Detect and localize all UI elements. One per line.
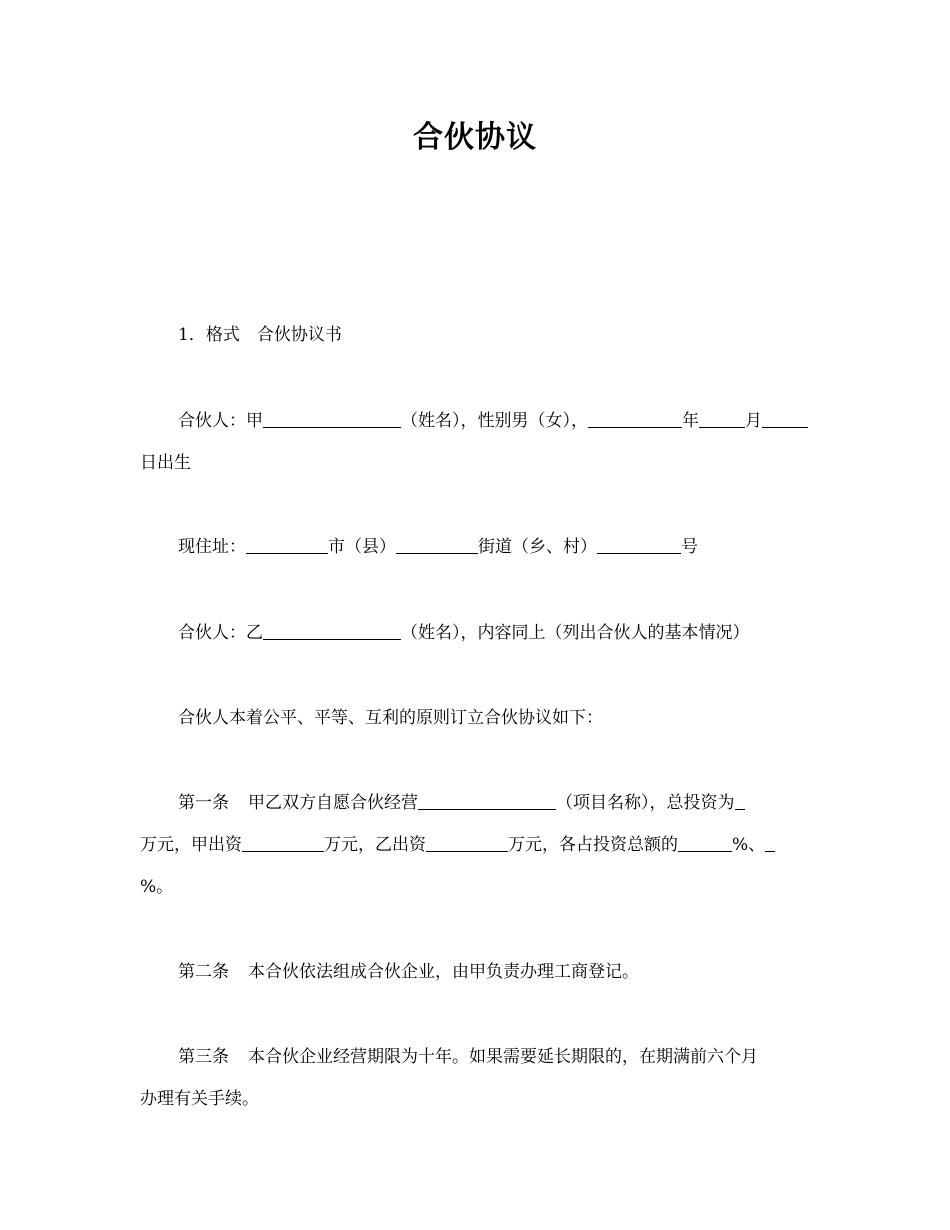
month-label: 月 [745, 411, 762, 431]
article3-num: 第三条 [178, 1047, 229, 1067]
partner-a-birth: 日出生 [140, 453, 191, 473]
article3-line2: 办理有关手续。 [140, 1089, 259, 1109]
year-label: 年 [682, 411, 699, 431]
article1-text6: %、 [732, 835, 766, 855]
a-investment-blank[interactable] [242, 835, 324, 852]
number-blank[interactable] [597, 537, 681, 554]
partner-b-label: 合伙人：乙 [178, 623, 263, 643]
article1-text4: 万元，乙出资 [324, 835, 426, 855]
article1-text3: 万元，甲出资 [140, 835, 242, 855]
document-title: 合伙协议 [413, 120, 537, 155]
street-blank[interactable] [396, 537, 478, 554]
article2-line [178, 957, 858, 982]
street-label: 街道（乡、村） [478, 537, 597, 557]
partner-a-name-blank[interactable] [263, 411, 401, 428]
article1-text2: （项目名称），总投资为 [556, 793, 735, 813]
b-investment-blank[interactable] [426, 835, 508, 852]
partner-b-line [178, 618, 858, 643]
partner-b-name-blank[interactable] [263, 623, 401, 640]
article1-line1 [178, 788, 858, 813]
section-heading: 1．格式 合伙协议书 [178, 325, 342, 345]
article3-text1: 本合伙企业经营期限为十年。如果需要延长期限的，在期满前六个月 [248, 1047, 758, 1067]
article1-line2 [140, 830, 820, 855]
article1-line3: %。 [140, 877, 174, 897]
project-name-blank[interactable] [418, 793, 556, 810]
city-blank[interactable] [246, 537, 328, 554]
article1-num: 第一条 [178, 793, 229, 813]
article2-num: 第二条 [178, 962, 229, 982]
a-percent-blank[interactable] [678, 835, 732, 852]
birth-year-blank[interactable] [588, 411, 682, 428]
article2-text: 本合伙依法组成合伙企业，由甲负责办理工商登记。 [248, 962, 639, 982]
article1-text1: 甲乙双方自愿合伙经营 [248, 793, 418, 813]
birth-month-blank[interactable] [699, 411, 745, 428]
partner-a-label: 合伙人：甲 [178, 411, 263, 431]
birth-day-blank[interactable] [762, 411, 808, 428]
city-label: 市（县） [328, 537, 396, 557]
intro-text: 合伙人本着公平、平等、互利的原则订立合伙协议如下： [178, 708, 603, 728]
article3-line1 [178, 1042, 858, 1067]
b-percent-blank[interactable] [765, 835, 775, 852]
partner-a-line [178, 406, 858, 431]
address-line [178, 532, 858, 557]
partner-b-rest: （姓名），内容同上（列出合伙人的基本情况） [401, 623, 750, 643]
total-investment-blank[interactable] [735, 793, 745, 810]
article1-text5: 万元，各占投资总额的 [508, 835, 678, 855]
address-label: 现住址： [178, 537, 246, 557]
partner-a-name-hint: （姓名），性别男（女）， [401, 411, 588, 431]
number-label: 号 [681, 537, 698, 557]
